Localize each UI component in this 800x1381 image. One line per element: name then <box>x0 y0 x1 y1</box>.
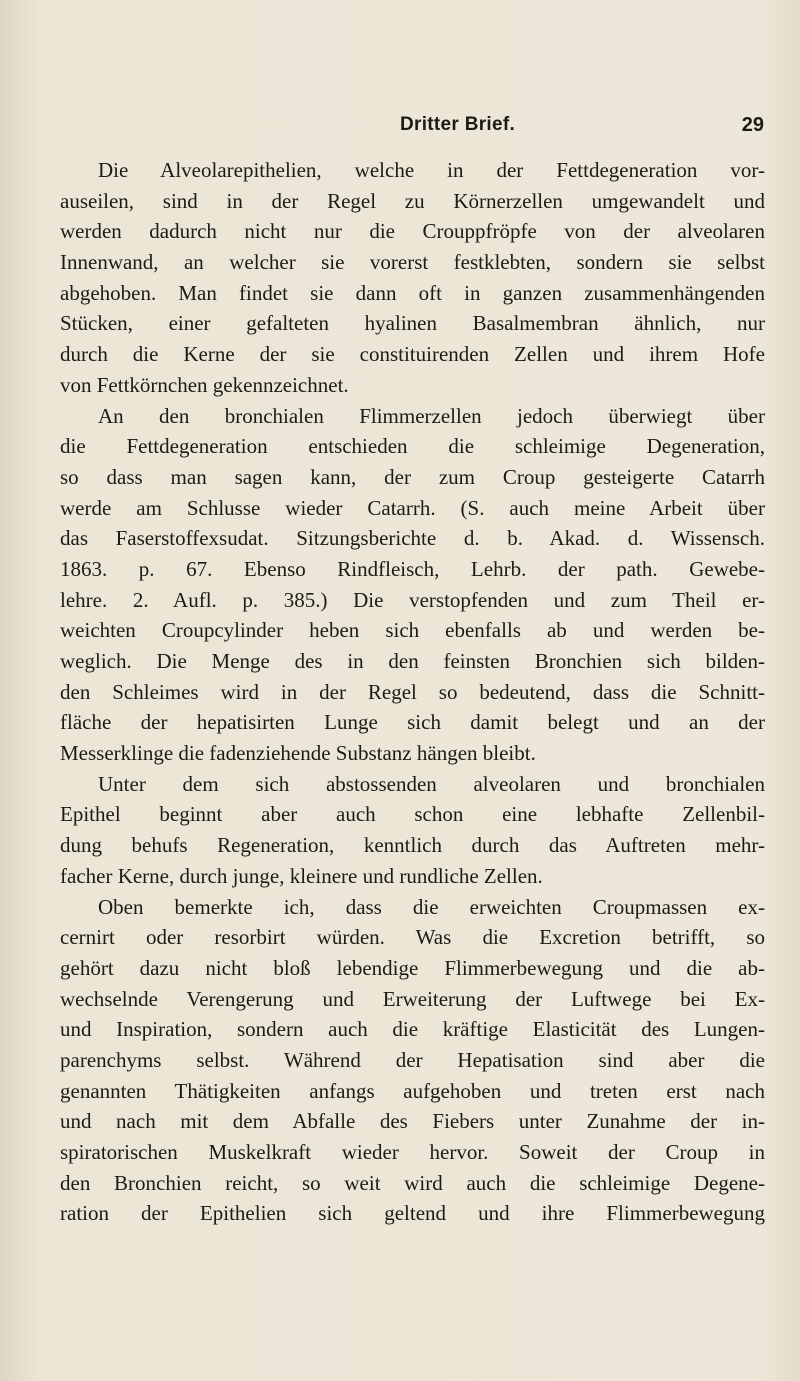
text-line: Stücken, einer gefalteten hyalinen Basalmembran ähnlich, nur <box>60 311 765 336</box>
text-line: die Fettdegeneration entschieden die schleimige Degeneration, <box>60 434 765 459</box>
text-line: und nach mit dem Abfalle des Fiebers unter Zunahme der in- <box>60 1109 765 1134</box>
text-line: den Schleimes wird in der Regel so bedeutend, dass die Schnitt- <box>60 679 765 704</box>
text-line: Messerklinge die fadenziehende Substanz hängen bleibt. <box>60 741 536 766</box>
text-line: Epithel beginnt aber auch schon eine lebhafte Zellenbil- <box>60 802 765 827</box>
text-line: spiratorischen Muskelkraft wieder hervor. Soweit der Croup in <box>60 1140 765 1164</box>
text-line: den Bronchien reicht, so weit wird auch die schleimige Degene- <box>60 1170 765 1195</box>
text-line: An den bronchialen Flimmerzellen jedoch überwiegt über <box>98 403 765 428</box>
text-line: parenchyms selbst. Während der Hepatisation sind aber die <box>60 1047 765 1072</box>
text-line: das Faserstoffexsudat. Sitzungsberichte d. b. Akad. d. Wissensch. <box>60 526 765 551</box>
text-line: ration der Epithelien sich geltend und ihre Flimmerbewegung <box>60 1201 765 1226</box>
text-line: lehre. 2. Aufl. p. 385.) Die verstopfenden und zum Theil er- <box>60 587 765 612</box>
text-line: auseilen, sind in der Regel zu Körnerzellen umgewandelt und <box>60 188 765 213</box>
body-text <box>60 155 765 1229</box>
text-line: abgehoben. Man findet sie dann oft in ganzen zusammenhängenden <box>60 280 765 305</box>
text-line: und Inspiration, sondern auch die kräftige Elasticität des Lungen- <box>60 1017 765 1042</box>
running-title: Dritter Brief. <box>400 114 516 135</box>
page-number: 29 <box>741 114 764 136</box>
text-line: von Fettkörnchen gekennzeichnet. <box>60 372 349 397</box>
text-line: gehört dazu nicht bloß lebendige Flimmerbewegung und die ab- <box>60 955 765 980</box>
text-line: 1863. p. 67. Ebenso Rindfleisch, Lehrb. der path. Gewebe- <box>60 556 765 581</box>
text-line: fläche der hepatisirten Lunge sich damit belegt und an der <box>60 710 765 735</box>
text-line: dung behufs Regeneration, kenntlich durch das Auftreten mehr- <box>60 833 765 858</box>
text-line: werde am Schlusse wieder Catarrh. (S. auch meine Arbeit über <box>60 495 765 520</box>
text-line: weichten Croupcylinder heben sich ebenfalls ab und werden be- <box>60 618 765 643</box>
text-line: cernirt oder resorbirt würden. Was die Excretion betrifft, so <box>60 925 765 950</box>
text-line: weglich. Die Menge des in den feinsten Bronchien sich bilden- <box>60 649 765 673</box>
text-line: Oben bemerkte ich, dass die erweichten Croupmassen ex- <box>98 894 765 919</box>
text-line: durch die Kerne der sie constituirenden Zellen und ihrem Hofe <box>60 342 765 367</box>
text-line: genannten Thätigkeiten anfangs aufgehoben und treten erst nach <box>60 1078 765 1103</box>
text-line: Die Alveolarepithelien, welche in der Fettdegeneration vor- <box>98 158 765 182</box>
text-line: facher Kerne, durch junge, kleinere und rundliche Zellen. <box>60 863 543 888</box>
text-line: Innenwand, an welcher sie vorerst festklebten, sondern sie selbst <box>60 250 765 275</box>
text-line: wechselnde Verengerung und Erweiterung der Luftwege bei Ex- <box>60 986 765 1011</box>
text-line: so dass man sagen kann, der zum Croup gesteigerte Catarrh <box>60 464 765 489</box>
text-line: Unter dem sich abstossenden alveolaren und bronchialen <box>98 771 765 796</box>
text-line: werden dadurch nicht nur die Crouppfröpfe von der alveolaren <box>60 219 765 244</box>
page-header <box>60 114 780 142</box>
